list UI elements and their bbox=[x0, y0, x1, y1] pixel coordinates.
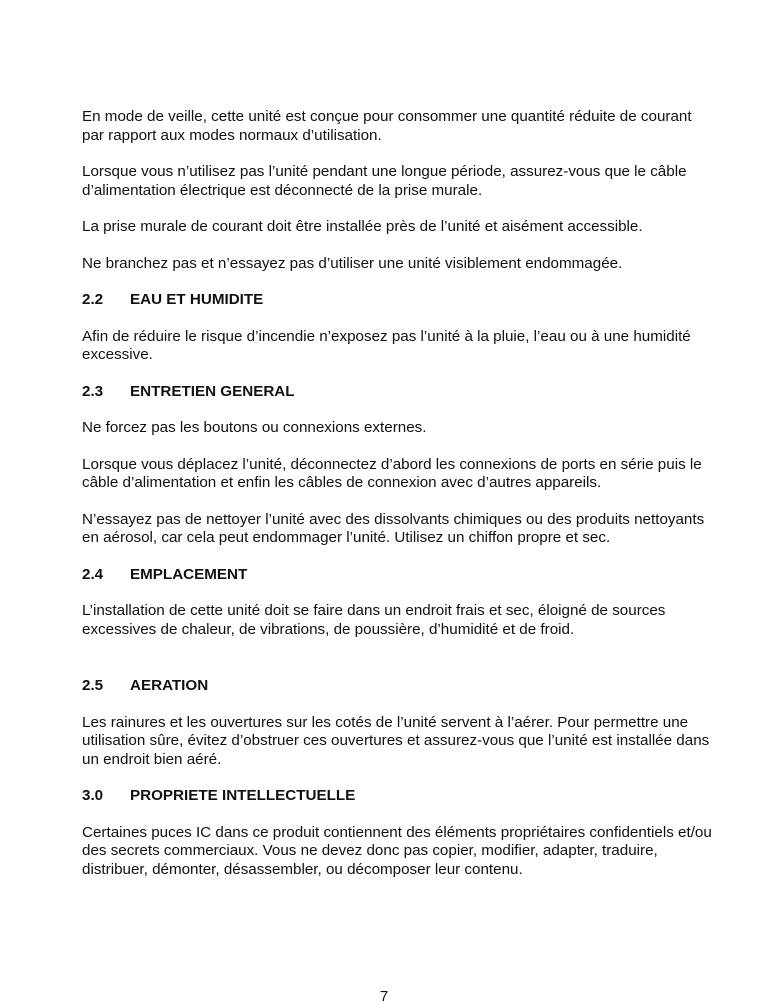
paragraph: Lorsque vous déplacez l’unité, déconnectez d’abord les connexions de ports en série puis le câble d’alimentation et enfin les câbles de connexion avec d’autres appareils. bbox=[82, 455, 702, 491]
paragraph: Afin de réduire le risque d’incendie n’exposez pas l’unité à la pluie, l’eau ou à une humidité excessive. bbox=[82, 327, 691, 363]
section-title: AERATION bbox=[130, 677, 209, 694]
section-heading-3-0 bbox=[82, 787, 712, 806]
paragraph: Lorsque vous n’utilisez pas l’unité pendant une longue période, assurez-vous que le câble d’alimentation électrique est déconnecté de la prise murale. bbox=[82, 163, 687, 199]
paragraph: Ne branchez pas et n’essayez pas d’utiliser une unité visiblement endommagée. bbox=[82, 254, 623, 272]
section-number: 2.4 bbox=[82, 565, 104, 583]
section-heading-2-2 bbox=[82, 291, 712, 310]
paragraph: Ne forcez pas les boutons ou connexions externes. bbox=[82, 419, 427, 436]
section-number: 3.0 bbox=[82, 787, 104, 804]
paragraph: N’essayez pas de nettoyer l’unité avec des dissolvants chimiques ou des produits nettoyants en aérosol, car cela peut endommager l’unité. Utilisez un chiffon propre et sec. bbox=[82, 510, 705, 546]
section-heading-2-3 bbox=[82, 383, 712, 402]
paragraph: La prise murale de courant doit être installée près de l’unité et aisément accessible. bbox=[82, 218, 643, 235]
paragraph: L’installation de cette unité doit se faire dans un endroit frais et sec, éloigné de sources excessives de chaleur, de vibrations, de poussière, d’humidité et de froid. bbox=[82, 602, 666, 638]
section-title: EAU ET HUMIDITE bbox=[130, 291, 264, 308]
section-title: PROPRIETE INTELLECTUELLE bbox=[130, 787, 356, 804]
paragraph: En mode de veille, cette unité est conçue pour consommer une quantité réduite de courant par rapport aux modes normaux d’utilisation. bbox=[82, 108, 692, 144]
section-heading-2-4 bbox=[82, 566, 712, 585]
section-number: 2.5 bbox=[82, 677, 104, 694]
section-number: 2.2 bbox=[82, 291, 104, 308]
section-title: EMPLACEMENT bbox=[130, 565, 248, 583]
paragraph: Les rainures et les ouvertures sur les cotés de l’unité servent à l’aérer. Pour permettre une utilisation sûre, évitez d’obstruer ces ouvertures et assurez-vous que l’unité est installée dans un endroit bien aéré. bbox=[82, 713, 710, 768]
section-title: ENTRETIEN GENERAL bbox=[130, 382, 295, 400]
section-heading-2-5 bbox=[82, 677, 712, 696]
page-number: 7 bbox=[379, 988, 389, 1005]
document-body bbox=[82, 108, 712, 897]
paragraph: Certaines puces IC dans ce produit contiennent des éléments propriétaires confidentiels et/ou des secrets commerciaux. Vous ne devez donc pas copier, modifier, adapter, traduire, distribuer, démonter, désassembler, ou décomposer leur contenu. bbox=[82, 823, 712, 878]
section-number: 2.3 bbox=[82, 382, 104, 400]
